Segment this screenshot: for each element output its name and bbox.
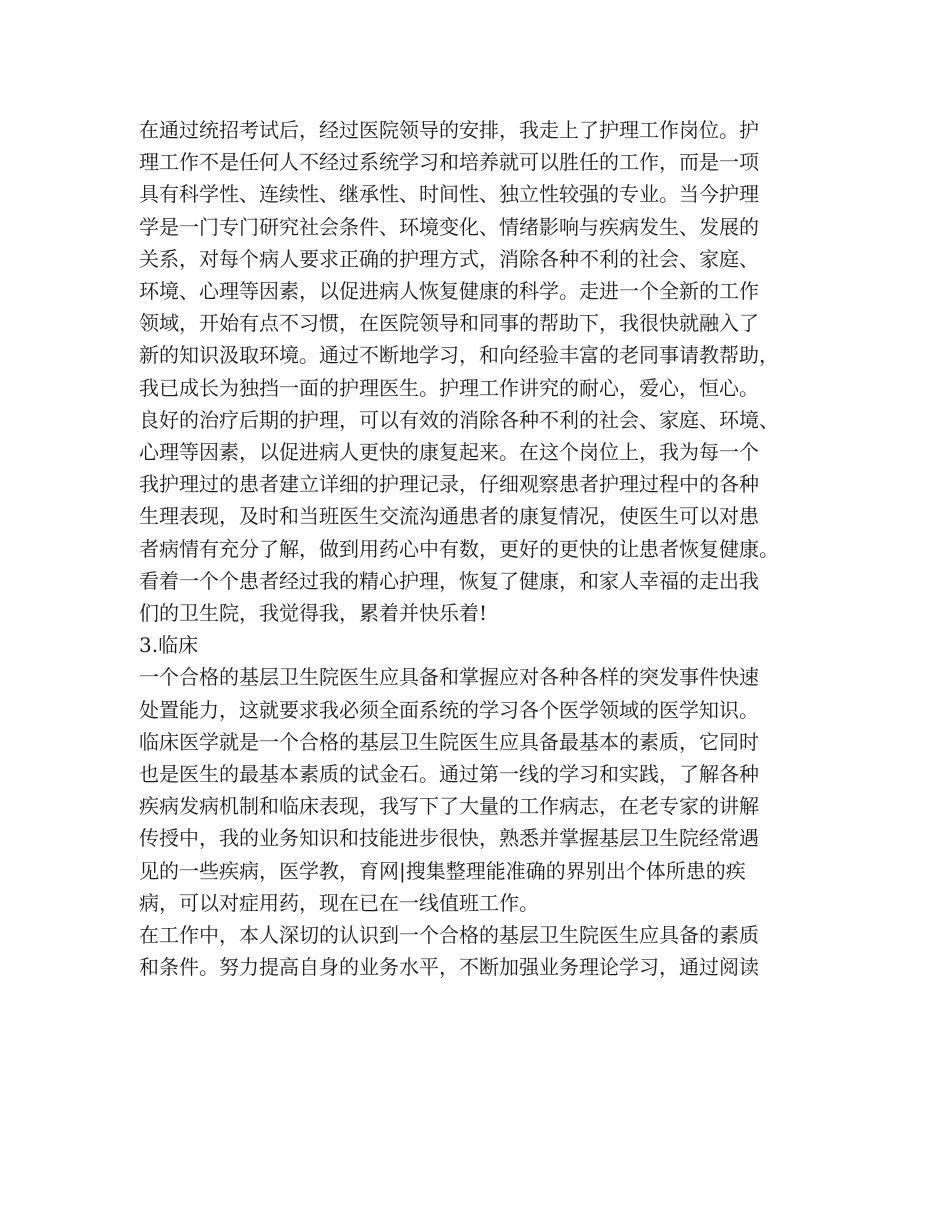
text-line: 临床医学就是一个合格的基层卫生院医生应具备最基本的素质，它同时 (139, 729, 759, 754)
text-line: 也是医生的最基本素质的试金石。通过第一线的学习和实践，了解各种 (139, 762, 759, 787)
text-line: 者病情有充分了解，做到用药心中有数，更好的更快的让患者恢复健康。 (139, 536, 779, 561)
document-body (139, 114, 839, 983)
text-line: 在工作中，本人深切的认识到一个合格的基层卫生院医生应具备的素质 (139, 923, 759, 948)
text-line: 传授中，我的业务知识和技能进步很快，熟悉并掌握基层卫生院经常遇 (139, 826, 759, 851)
text-line: 领域，开始有点不习惯，在医院领导和同事的帮助下，我很快就融入了 (139, 311, 759, 336)
text-line: 疾病发病机制和临床表现，我写下了大量的工作病志，在老专家的讲解 (139, 794, 759, 819)
text-line: 处置能力，这就要求我必须全面系统的学习各个医学领域的医学知识。 (139, 697, 759, 722)
text-line: 我已成长为独挡一面的护理医生。护理工作讲究的耐心，爱心，恒心。 (139, 375, 759, 400)
text-line: 学是一门专门研究社会条件、环境变化、情绪影响与疾病发生、发展的 (139, 214, 759, 239)
text-line: 病，可以对症用药，现在已在一线值班工作。 (139, 890, 539, 915)
text-line: 在通过统招考试后，经过医院领导的安排，我走上了护理工作岗位。护 (139, 118, 759, 142)
section-heading: 3.临床 (139, 633, 199, 658)
text-line: 新的知识汲取环境。通过不断地学习，和向经验丰富的老同事请教帮助， (139, 343, 779, 368)
text-line: 一个合格的基层卫生院医生应具备和掌握应对各种各样的突发事件快速 (139, 665, 759, 690)
text-line: 我护理过的患者建立详细的护理记录，仔细观察患者护理过程中的各种 (139, 472, 759, 497)
text-line: 看着一个个患者经过我的精心护理，恢复了健康，和家人幸福的走出我 (139, 568, 759, 593)
text-line: 见的一些疾病，医学教，育网|搜集整理能准确的界别出个体所患的疾 (139, 858, 746, 883)
text-line: 和条件。努力提高自身的业务水平，不断加强业务理论学习，通过阅读 (139, 955, 759, 980)
text-line: 们的卫生院，我觉得我，累着并快乐着! (139, 601, 488, 626)
text-line: 生理表现，及时和当班医生交流沟通患者的康复情况，使医生可以对患 (139, 504, 759, 529)
text-line: 关系，对每个病人要求正确的护理方式，消除各种不利的社会、家庭、 (139, 246, 759, 271)
text-line: 心理等因素，以促进病人更快的康复起来。在这个岗位上，我为每一个 (139, 440, 759, 465)
text-line: 理工作不是任何人不经过系统学习和培养就可以胜任的工作，而是一项 (139, 150, 759, 175)
text-line: 环境、心理等因素，以促进病人恢复健康的科学。走进一个全新的工作 (139, 279, 759, 304)
text-line: 良好的治疗后期的护理，可以有效的消除各种不利的社会、家庭、环境、 (139, 407, 779, 432)
text-line: 具有科学性、连续性、继承性、时间性、独立性较强的专业。当今护理 (139, 182, 759, 207)
